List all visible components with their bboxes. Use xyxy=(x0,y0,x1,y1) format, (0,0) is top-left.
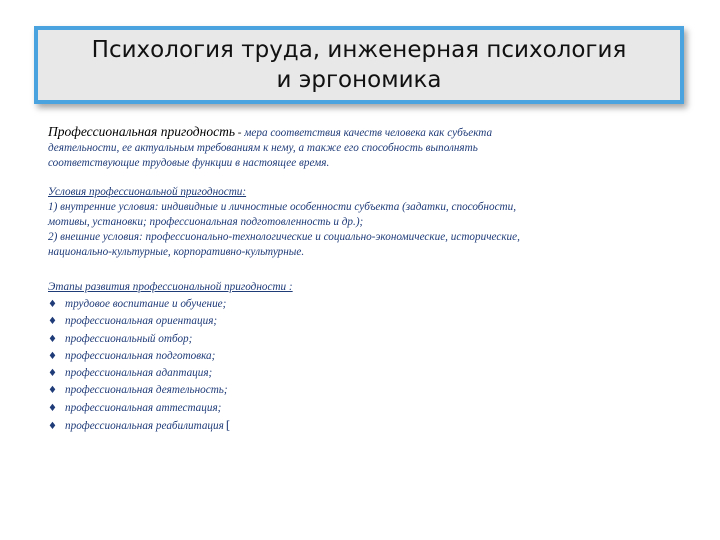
stages-list xyxy=(48,296,684,434)
diamond-bullet-icon: ♦ xyxy=(48,385,57,397)
conditions-line-3: 2) внешние условия: профессионально-технологические и социально-экономические, исторические, xyxy=(48,231,520,243)
definition-dash: - xyxy=(234,127,245,139)
stage-label: профессиональная реабилитация xyxy=(65,420,224,433)
title-line-2: и эргономика xyxy=(276,67,442,93)
list-item xyxy=(48,400,684,417)
definition-line-3: соответствующие трудовые функции в настоящее время. xyxy=(48,157,330,169)
stage-label: профессиональная ориентация; xyxy=(65,315,218,328)
definition-text-1: мера соответствия качеств человека как субъекта xyxy=(244,127,493,139)
diamond-bullet-icon: ♦ xyxy=(48,402,57,414)
definition-line-1 xyxy=(48,124,684,141)
definition-line-2: деятельности, ее актуальным требованиям к нему, а также его способность выполнять xyxy=(48,142,478,154)
list-item xyxy=(48,417,684,434)
stage-label: профессиональный отбор; xyxy=(65,332,193,345)
conditions-line-2: мотивы, установки; профессиональная подготовленность и др.); xyxy=(48,216,364,228)
title-line-1: Психология труда, инженерная психология xyxy=(91,37,627,63)
list-item xyxy=(48,331,684,348)
stage-label: профессиональная аттестация; xyxy=(65,401,222,414)
list-item xyxy=(48,313,684,330)
stage-label: трудовое воспитание и обучение; xyxy=(65,298,227,310)
conditions-line-4: национально-культурные, корпоративно-культурные. xyxy=(48,246,305,258)
title-box xyxy=(34,26,684,104)
definition-term: Профессиональная пригодность xyxy=(48,124,235,139)
diamond-bullet-icon: ♦ xyxy=(48,350,57,362)
conditions-heading: Условия профессиональной пригодности: xyxy=(48,186,247,198)
list-item xyxy=(48,296,684,313)
diamond-bullet-icon: ♦ xyxy=(48,421,57,433)
diamond-bullet-icon: ♦ xyxy=(48,299,57,310)
diamond-bullet-icon: ♦ xyxy=(48,368,57,380)
stages-heading: Этапы развития профессиональной пригодности : xyxy=(48,281,293,293)
bracket-mark: [ xyxy=(225,419,231,433)
stage-label: профессиональная подготовка; xyxy=(65,349,216,362)
list-item xyxy=(48,348,684,365)
diamond-bullet-icon: ♦ xyxy=(48,316,57,328)
list-item xyxy=(48,382,684,399)
content-body xyxy=(48,124,684,434)
stage-label: профессиональная деятельность; xyxy=(65,384,228,397)
list-item xyxy=(48,365,684,382)
stage-label: профессиональная адаптация; xyxy=(65,367,213,380)
conditions-line-1: 1) внутренние условия: индивидные и личностные особенности субъекта (задатки, способности, xyxy=(48,201,517,213)
definition-paragraph xyxy=(48,124,684,171)
conditions-block xyxy=(48,185,684,260)
diamond-bullet-icon: ♦ xyxy=(48,333,57,345)
